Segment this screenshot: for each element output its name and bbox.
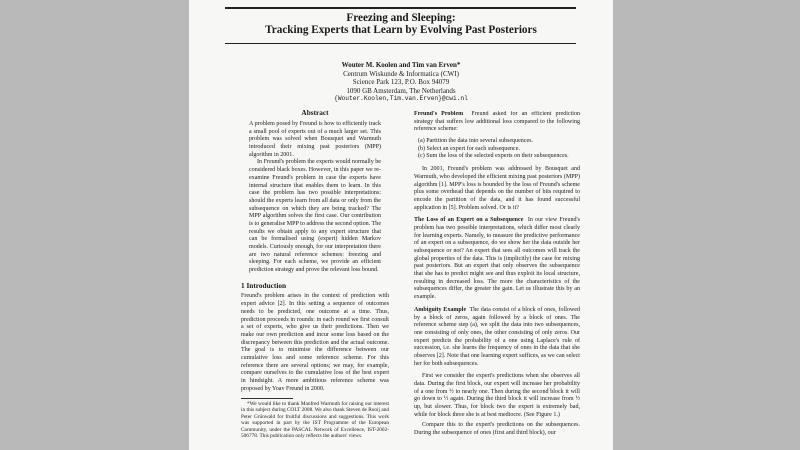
abstract-paragraph: In Freund's problem the experts would normally be considered black boxes. However, in this paper we re-examine Freund's problem in case the experts have internal structure that enables them to learn. In this case the problem has two possible interpretations: should the experts learn from all data or only from the subsequence on which they are being tracked? The MPP algorithm solves the first case. Our contribution is to generalise MPP to address the second option. The results we obtain apply to any expert structure that can be formalised using (expert) hidden Markov models. Curiously enough, for our interpretation there are two natural reference schemes: freezing and sleeping. For each scheme, we provide an efficient prediction strategy and prove the relevant loss bound. <box>249 159 382 274</box>
paper-page <box>189 0 613 450</box>
paper-title-line1: Freezing and Sleeping: <box>346 12 456 24</box>
list-item: (b) Select an expert for each subsequence. <box>418 145 520 152</box>
author-address-line1: Science Park 123, P.O. Box 94079 <box>352 78 450 87</box>
body-paragraph: Compare this to the expert's predictions on the subsequences. During the subsequence of ones (first and third block), our <box>414 422 580 437</box>
author-institution: Centrum Wiskunde & Informatica (CWI) <box>343 69 459 78</box>
body-paragraph: First we consider the expert's predictions when she observes all data. During the first block, our expert will increase her probability of a one from ½ to nearly one. Then during the second block it will go down to ½ again. During the third block it will increase from ½ up, but slower. Thus, for block two the expert is extremely bad, while for block three she is at best mediocre. (See Figure 1.) <box>414 373 580 418</box>
title-rule <box>225 43 576 44</box>
abstract-heading: Abstract <box>301 108 329 117</box>
abstract-body <box>249 121 381 275</box>
author-address-line2: 1090 GB Amsterdam, The Netherlands <box>346 86 456 95</box>
paragraph-text: In our view Freund's problem has two possible interpretations, which differ most clearly for learning experts. Namely, to measure the predictive performance of an expert on a subsequence, do we show her the data outside her subsequence or not? An expert that sees all outcomes will track the global properties of the data. This is (implicitly) the case for mixing past posteriors. But an expert that only observes the subsequence that she has to predict might see and thus exploit its local structure, resulting in decreased loss. The more the characteristics of the subsequences differ, the greater the gain. Let us illustrate this by an example. <box>414 217 580 301</box>
run-in-heading: The Loss of an Expert on a Subsequence <box>414 217 524 224</box>
top-rule <box>225 7 576 9</box>
freunds-problem-paragraph <box>414 111 580 134</box>
footnote: *We would like to thank Manfred Warmuth for raising our interest in this subject during COLT 2008. We also thank Steven de Rooij and Peter Grünwald for fruitful discussions and suggestions. This work was supported in part by the IST Programme of the European Community, under the PASCAL Network of Excellence, IST-2002-506778. This publication only reflects the authors' views. <box>241 400 389 439</box>
ambiguity-paragraph <box>414 307 580 369</box>
author-email: {Wouter.Koolen,Tim.van.Erven}@cwi.nl <box>334 95 468 103</box>
list-item: (c) Sum the loss of the selected experts on their subsequences. <box>418 153 569 160</box>
list-item: (a) Partition the data into several subsequences. <box>418 138 534 145</box>
abstract-paragraph: A problem posed by Freund is how to efficiently track a small pool of experts out of a much larger set. This problem was solved when Bousquet and Warmuth introduced their mixing past posteriors (MPP) algorithm in 2001. <box>249 121 381 158</box>
paper-title-line2: Tracking Experts that Learn by Evolving Past Posteriors <box>265 24 537 36</box>
paragraph-text: Freund asked for an efficient prediction strategy that suffers low additional loss compared to the following reference scheme: <box>414 111 580 133</box>
run-in-heading: Ambiguity Example <box>414 306 467 313</box>
body-paragraph: In 2001, Freund's problem was addressed by Bousquet and Warmuth, who developed the efficient mixing past posteriors (MPP) algorithm [1]. MPP's loss is bounded by the loss of Freund's scheme plus some overhead that depends on the number of bits required to encode the partition of the data, and it has found successful application in [5]. Problem solved. Or is it? <box>414 166 580 211</box>
author-block <box>189 61 613 104</box>
author-names: Wouter M. Koolen and Tim van Erven* <box>341 61 461 69</box>
paragraph-text: The data consist of a block of ones, followed by a block of zeros, again followed by a block of ones. The reference scheme step (a), we split the data into two subsequences, one consisting of only ones, the other consisting of only zeros. Our expert predicts the probability of a one using Laplace's rule of succession, i.e. she learns the frequency of ones in the data that she observes [2]. Note that one learning expert suffices, as we can select her for both subsequences. <box>414 306 580 367</box>
intro-paragraph: Freund's problem arises in the context of prediction with expert advice [2]. In this setting a sequence of outcomes needs to be predicted, one outcome at a time. Thus, prediction proceeds in rounds: in each round we first consult a set of experts, who give us their predictions. Then we make our own prediction and incur some loss based on the discrepancy between this prediction and the actual outcome. The goal is to minimise the difference between our cumulative loss and some reference scheme. For this reference there are several options; we may, for example, compare ourselves to the cumulative loss of the best expert in hindsight. A more ambitious reference scheme was proposed by Yoav Freund in 2000. <box>241 293 389 392</box>
loss-paragraph <box>414 217 580 302</box>
run-in-heading: Freund's Problem <box>414 111 464 117</box>
right-column <box>414 111 580 450</box>
reference-scheme-list <box>418 138 580 161</box>
footnote-rule <box>241 398 293 399</box>
section-heading-introduction: 1 Introduction <box>241 280 287 290</box>
left-column <box>241 108 389 450</box>
